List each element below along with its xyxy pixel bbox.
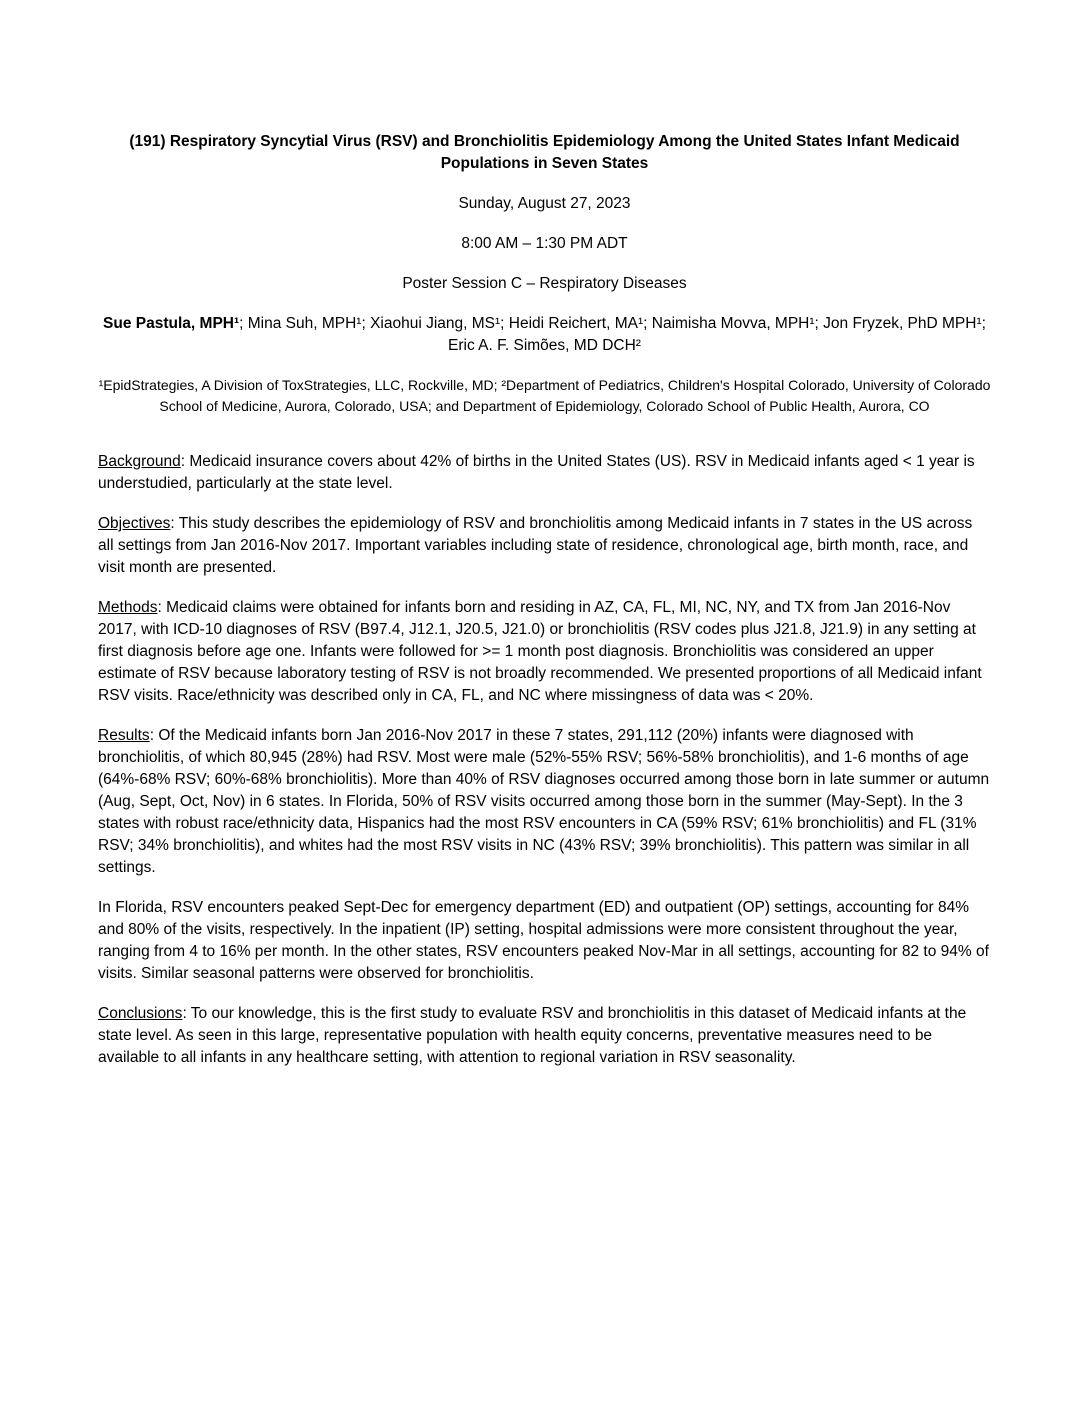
section-results-separator: : <box>149 727 159 744</box>
section-objectives-separator: : <box>170 515 179 532</box>
section-methods-label: Methods <box>98 599 158 616</box>
author-list <box>98 313 991 357</box>
section-conclusions-label: Conclusions <box>98 1005 183 1022</box>
session-date: Sunday, August 27, 2023 <box>458 195 631 212</box>
section-results-continued-text: In Florida, RSV encounters peaked Sept-Dec for emergency department (ED) and outpatient (OP) settings, accounting for 84% and 80% of the visits, respectively. In the inpatient (IP) setting, hospital admissions were more consistent throughout the year, ranging from 4 to 16% per month. In the other states, RSV encounters peaked Nov-Mar in all settings, accounting for 82 to 94% of visits. Similar seasonal patterns were observed for bronchiolitis. <box>98 899 989 982</box>
other-authors: ; Mina Suh, MPH¹; Xiaohui Jiang, MS¹; Heidi Reichert, MA¹; Naimisha Movva, MPH¹; Jon Fryzek, PhD MPH¹; Eric A. F. Simões, MD DCH² <box>239 315 986 354</box>
section-results-continued <box>98 897 991 985</box>
section-background-text: Medicaid insurance covers about 42% of births in the United States (US). RSV in Medicaid infants aged < 1 year is understudied, particularly at the state level. <box>98 453 975 492</box>
abstract-title: (191) Respiratory Syncytial Virus (RSV) and Bronchiolitis Epidemiology Among the United States Infant Medicaid Populations in Seven States <box>129 133 960 172</box>
section-results-label: Results <box>98 727 150 744</box>
session-time: 8:00 AM – 1:30 PM ADT <box>461 235 628 252</box>
section-objectives-label: Objectives <box>98 515 171 532</box>
section-results <box>98 725 991 879</box>
section-methods-separator: : <box>157 599 167 616</box>
section-conclusions-text: To our knowledge, this is the first study to evaluate RSV and bronchiolitis in this dataset of Medicaid infants at the state level. As seen in this large, representative population with health equity concerns, preventative measures need to be available to all infants in any healthcare setting, with attention to regional variation in RSV seasonality. <box>98 1005 967 1066</box>
affiliations: ¹EpidStrategies, A Division of ToxStrategies, LLC, Rockville, MD; ²Department of Pediatrics, Children's Hospital Colorado, University of Colorado School of Medicine, Aurora, Colorado, USA; and Department of Epidemiology, Colorado School of Public Health, Aurora, CO <box>98 377 991 414</box>
section-background-separator: : <box>180 453 190 470</box>
section-results-text: Of the Medicaid infants born Jan 2016-Nov 2017 in these 7 states, 291,112 (20%) infants were diagnosed with bronchiolitis, of which 80,945 (28%) had RSV. Most were male (52%-55% RSV; 56%-58% bronchiolitis), and 1-6 months of age (64%-68% RSV; 60%-68% bronchiolitis). More than 40% of RSV diagnoses occurred among those born in late summer or autumn (Aug, Sept, Oct, Nov) in 6 states. In Florida, 50% of RSV visits occurred among those born in the summer (May-Sept). In the 3 states with robust race/ethnicity data, Hispanics had the most RSV encounters in CA (59% RSV; 61% bronchiolitis) and FL (31% RSV; 34% bronchiolitis), and whites had the most RSV visits in NC (43% RSV; 39% bronchiolitis). This pattern was similar in all settings. <box>98 727 990 876</box>
section-objectives-text: This study describes the epidemiology of RSV and bronchiolitis among Medicaid infants in 7 states in the US across all settings from Jan 2016-Nov 2017. Important variables including state of residence, chronological age, birth month, race, and visit month are presented. <box>98 515 973 576</box>
section-background <box>98 451 991 495</box>
section-objectives <box>98 513 991 579</box>
section-methods <box>98 597 991 707</box>
session-name: Poster Session C – Respiratory Diseases <box>402 275 687 292</box>
section-conclusions <box>98 1003 991 1069</box>
section-methods-text: Medicaid claims were obtained for infants born and residing in AZ, CA, FL, MI, NC, NY, and TX from Jan 2016-Nov 2017, with ICD-10 diagnoses of RSV (B97.4, J12.1, J20.5, J21.0) or bronchiolitis (RSV codes plus J21.8, J21.9) in any setting at first diagnosis before age one. Infants were followed for >= 1 month post diagnosis. Bronchiolitis was considered an upper estimate of RSV because laboratory testing of RSV is not broadly recommended. We presented proportions of all Medicaid infant RSV visits. Race/ethnicity was described only in CA, FL, and NC where missingness of data was < 20%. <box>98 599 982 704</box>
first-author: Sue Pastula, MPH¹ <box>103 315 240 332</box>
section-background-label: Background <box>98 453 181 470</box>
section-conclusions-separator: : <box>182 1005 191 1022</box>
